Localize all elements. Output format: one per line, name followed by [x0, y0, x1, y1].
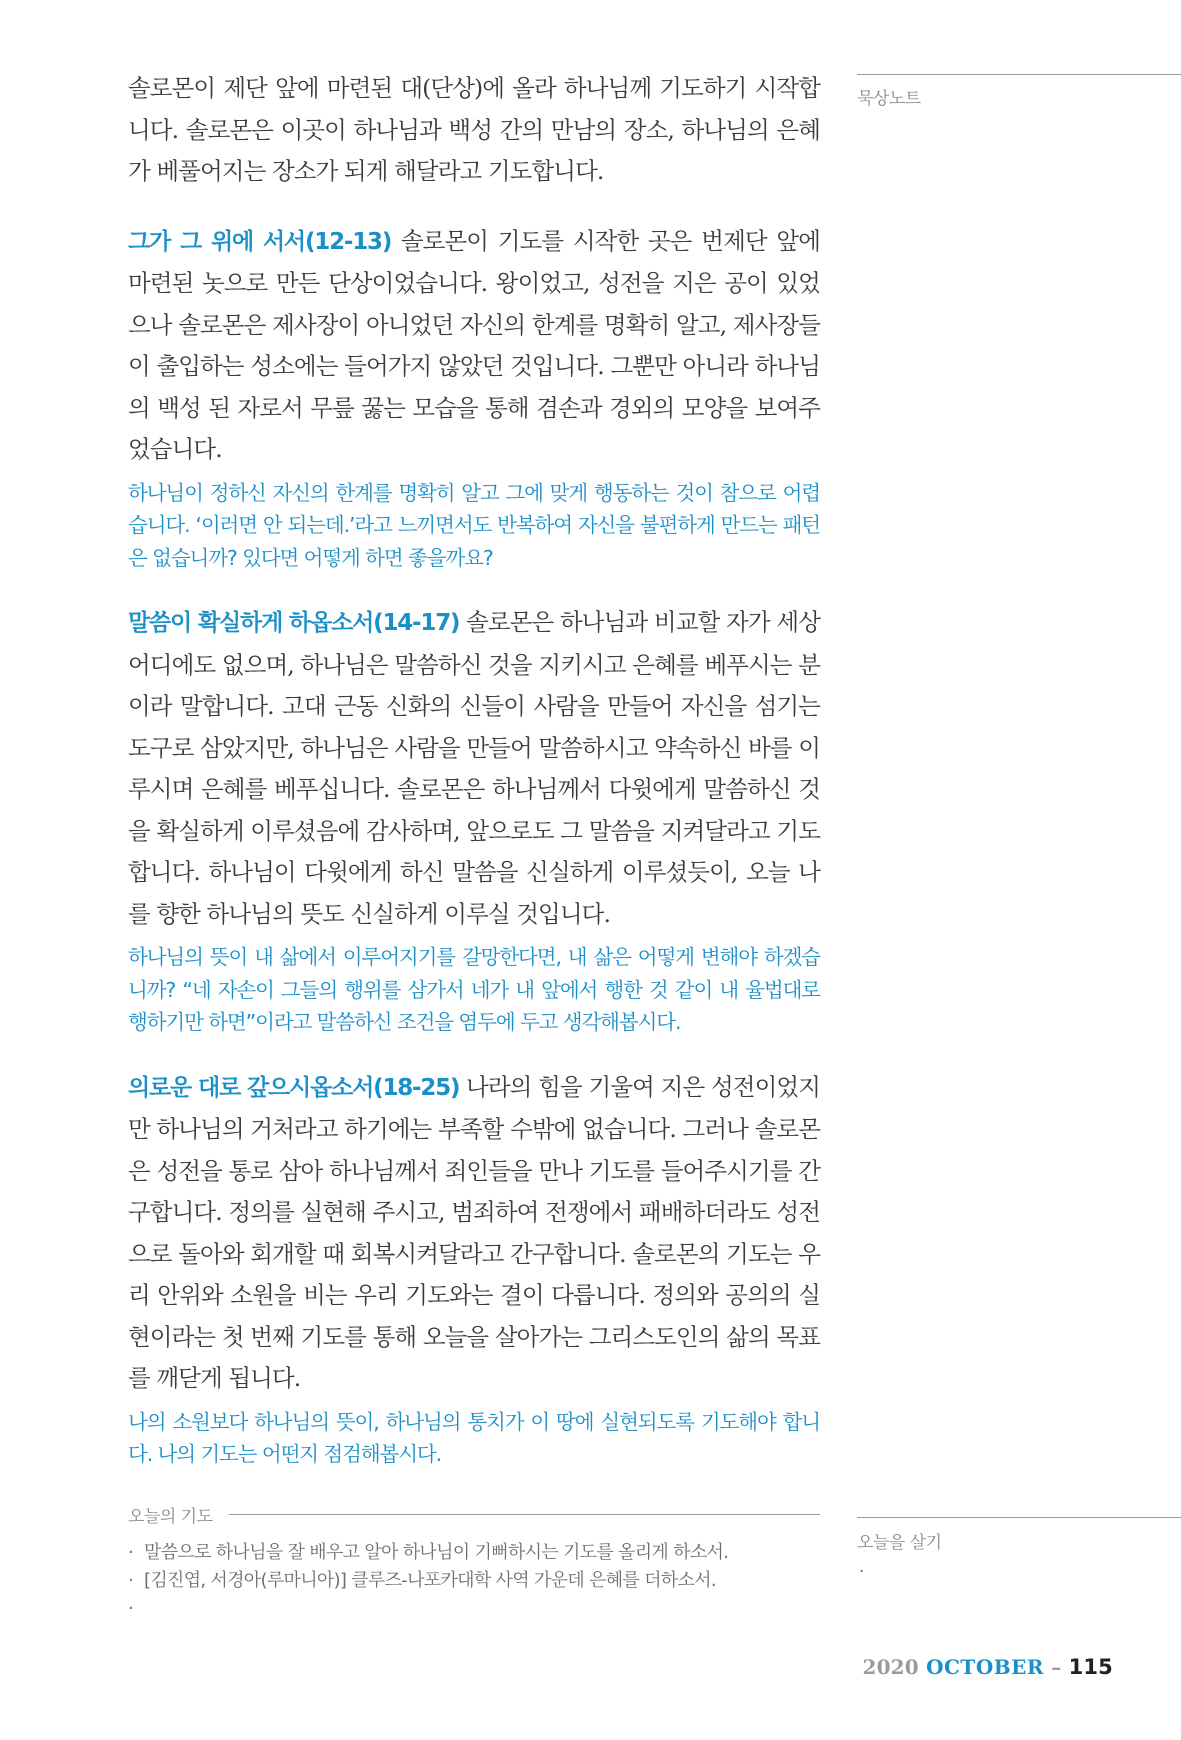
page-folio [862, 1655, 1113, 1679]
prayer-list [128, 1539, 820, 1623]
prayer-bullet: · [128, 1598, 134, 1619]
section-2-heading: 말씀이 확실하게 하옵소서(14-17) [128, 610, 460, 636]
folio-dash: – [1051, 1655, 1062, 1679]
prayer-header [128, 1502, 820, 1527]
section-2-text: 솔로몬은 하나님과 비교할 자가 세상 어디에도 없으며, 하나님은 말씀하신 것을 지키시고 은혜를 베푸시는 분이라 말합니다. 고대 근동 신화의 신들이 사람을 만들어 자신을 섬기는 도구로 삼았지만, 하나님은 사람을 만들어 말씀하시고 약속하신 바를 이루시며 은혜를 베푸십니다. 솔로몬은 하나님께서 다윗에게 말씀하신 것을 확실하게 이루셨음에 감사하며, 앞으로도 그 말씀을 지켜달라고 기도합니다. 하나님이 다윗에게 하신 말씀을 신실하게 이루셨듯이, 오늘 나를 향한 하나님의 뜻도 신실하게 이루실 것입니다. [128, 608, 820, 928]
section-1-question: 하나님이 정하신 자신의 한계를 명확히 알고 그에 맞게 행동하는 것이 참으로 어렵습니다. ‘이러면 안 되는데.’라고 느끼면서도 반복하여 자신을 불편하게 만드는 패턴은 없습니까? 있다면 어떻게 하면 좋을까요? [128, 480, 820, 570]
page-number: 115 [1068, 1655, 1113, 1679]
folio-month: OCTOBER [926, 1655, 1045, 1679]
prayer-rule [229, 1514, 820, 1515]
todays-prayer [128, 1502, 820, 1623]
prayer-item-text: [김진엽, 서경아(루마니아)] 클루즈-나포카대학 사역 가운데 은혜를 더하소서. [144, 1570, 716, 1591]
prayer-item [128, 1539, 820, 1567]
meditation-notes-label: 묵상노트 [857, 89, 921, 109]
living-today-label: 오늘을 살기 [857, 1533, 942, 1553]
folio-year: 2020 [862, 1655, 919, 1679]
section-1-text: 솔로몬이 기도를 시작한 곳은 번제단 앞에 마련된 놋으로 만든 단상이었습니다. 왕이었고, 성전을 지은 공이 있었으나 솔로몬은 제사장이 아니었던 자신의 한계를 명확히 알고, 제사장들이 출입하는 성소에는 들어가지 않았던 것입니다. 그뿐만 아니라 하나님의 백성 된 자로서 무릎 꿇는 모습을 통해 겸손과 경외의 모양을 보여주었습니다. [128, 226, 820, 463]
prayer-item-text: 말씀으로 하나님을 잘 배우고 알아 하나님이 기뻐하시는 기도를 올리게 하소서. [144, 1542, 729, 1563]
section-2-question: 하나님의 뜻이 내 삶에서 이루어지기를 갈망한다면, 내 삶은 어떻게 변해야 하겠습니까? “네 자손이 그들의 행위를 삼가서 네가 내 앞에서 행한 것 같이 내 율법대로 행하기만 하면”이라고 말씀하신 조건을 염두에 두고 생각해봅시다. [128, 945, 820, 1034]
section-1-body [128, 221, 820, 471]
section-3-body [128, 1067, 820, 1400]
prayer-title: 오늘의 기도 [128, 1507, 213, 1527]
intro-paragraph: 솔로몬이 제단 앞에 마련된 대(단상)에 올라 하나님께 기도하기 시작합니다. 솔로몬은 이곳이 하나님과 백성 간의 만남의 장소, 하나님의 은혜가 베풀어지는 장소가 되게 해달라고 기도합니다. [128, 74, 820, 185]
section-2 [128, 602, 820, 1039]
meditation-rule [857, 74, 1181, 75]
living-rule [857, 1517, 1181, 1518]
section-3-heading: 의로운 대로 갚으시옵소서(18-25) [128, 1074, 460, 1101]
living-today-bullet: · [859, 1562, 864, 1582]
prayer-item [128, 1595, 820, 1623]
section-3-question: 나의 소원보다 하나님의 뜻이, 하나님의 통치가 이 땅에 실현되도록 기도해야 합니다. 나의 기도는 어떤지 점검해봅시다. [128, 1409, 820, 1466]
prayer-bullet: · [128, 1542, 134, 1563]
section-3 [128, 1067, 820, 1471]
section-1-heading: 그가 그 위에 서서(12-13) [128, 228, 392, 255]
section-1 [128, 221, 820, 575]
prayer-item [128, 1567, 820, 1595]
section-2-body [128, 602, 820, 935]
prayer-bullet: · [128, 1570, 134, 1591]
section-3-text: 나라의 힘을 기울여 지은 성전이었지만 하나님의 거처라고 하기에는 부족할 수밖에 없습니다. 그러나 솔로몬은 성전을 통로 삼아 하나님께서 죄인들을 만나 기도를 들어주시기를 간구합니다. 정의를 실현해 주시고, 범죄하여 전쟁에서 패배하더라도 성전으로 돌아와 회개할 때 회복시켜달라고 간구합니다. 솔로몬의 기도는 우리 안위와 소원을 비는 우리 기도와는 결이 다릅니다. 정의와 공의의 실현이라는 첫 번째 기도를 통해 오늘을 살아가는 그리스도인의 삶의 목표를 깨닫게 됩니다. [128, 1072, 820, 1392]
main-column [128, 68, 820, 1471]
